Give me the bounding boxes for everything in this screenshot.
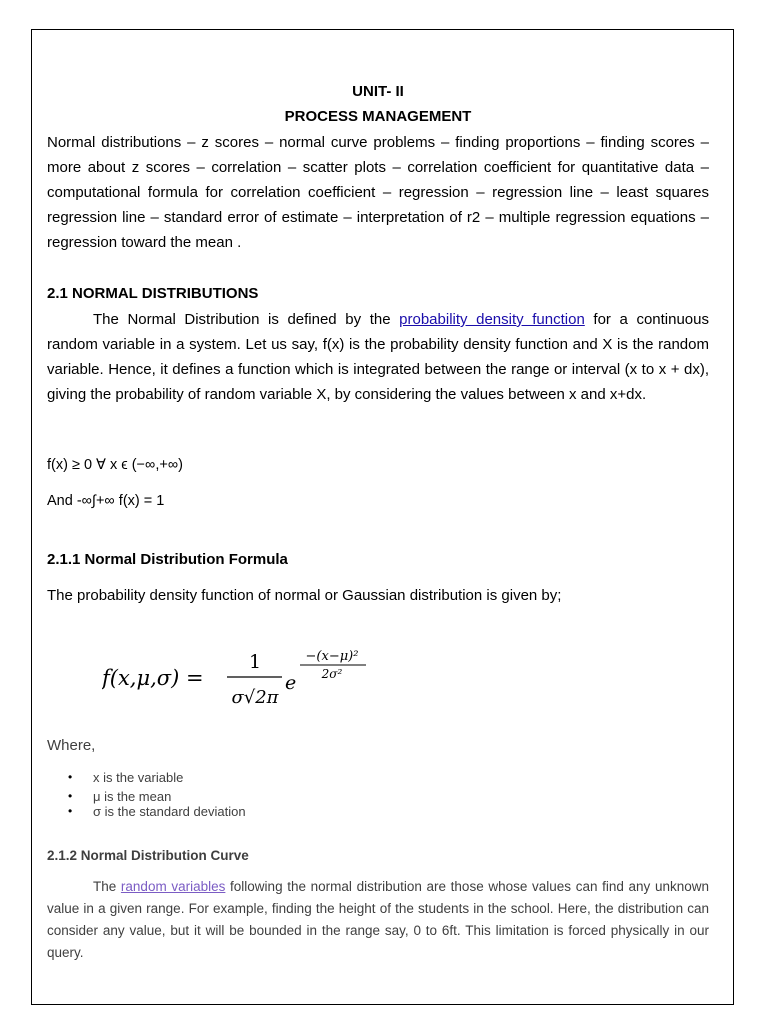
paragraph-text: The Normal Distribution is defined by the (93, 311, 400, 328)
list-item: • μ is the mean (47, 789, 447, 804)
normal-distribution-paragraph (47, 307, 709, 407)
normal-distribution-formula (102, 642, 422, 712)
equation-nonnegative: f(x) ≥ 0 ∀ x ϵ (−∞,+∞) (47, 457, 184, 473)
formula-intro: The probability density function of normal or Gaussian distribution is given by; (47, 587, 562, 604)
formula-exponent-numerator: −(x−μ)² (305, 649, 359, 664)
paragraph-text: following the normal distribution are those whose values can find any unknown value in a given range. For example, finding the height of the students in the school. Here, the distribution can consider any value, but it will be bounded in the range say, 0 to 6ft. This limitation is forced physically in our query. (47, 879, 710, 960)
probability-density-function-link[interactable]: probability density function (399, 311, 585, 328)
normal-curve-paragraph (47, 876, 709, 964)
where-label: Where, (47, 737, 96, 754)
list-item: • x is the variable (47, 770, 447, 789)
formula-exponent-denominator: 2σ² (321, 667, 343, 681)
unit-label: UNIT- II (352, 83, 404, 100)
section-heading-2-1: 2.1 NORMAL DISTRIBUTIONS (47, 285, 259, 302)
section-heading-2-1-1: 2.1.1 Normal Distribution Formula (47, 551, 288, 568)
formula-denominator: σ√2π (231, 687, 279, 708)
formula-numerator: 1 (248, 651, 262, 673)
document-page (31, 29, 734, 1005)
variable-list (47, 770, 447, 820)
paragraph-text: The (93, 879, 121, 894)
page-title: PROCESS MANAGEMENT (284, 108, 472, 125)
syllabus-paragraph: Normal distributions – z scores – normal curve problems – finding proportions – finding scores – more about z scores – correlation – scatter plots – correlation coefficient for quantitative data – computational formula for correlation coefficient – regression – regression line – least squares regression line – standard error of estimate – interpretation of r2 – multiple regression equations – regression toward the mean . (47, 134, 709, 251)
random-variables-link[interactable]: random variables (120, 879, 226, 894)
formula-lhs: f(x,μ,σ) = (102, 666, 204, 690)
formula-base: e (285, 672, 297, 694)
paragraph-text: for a continuous random variable in a system. Let us say, f(x) is the probability density function and X is the random variable. Hence, it defines a function which is integrated between the range or interval (x to x + dx), giving the probability of random variable X, by considering the values between x and x+dx. (47, 311, 709, 403)
section-heading-2-1-2: 2.1.2 Normal Distribution Curve (47, 848, 249, 863)
list-item: • σ is the standard deviation (47, 804, 447, 820)
equation-integral: And -∞∫+∞ f(x) = 1 (47, 493, 165, 509)
